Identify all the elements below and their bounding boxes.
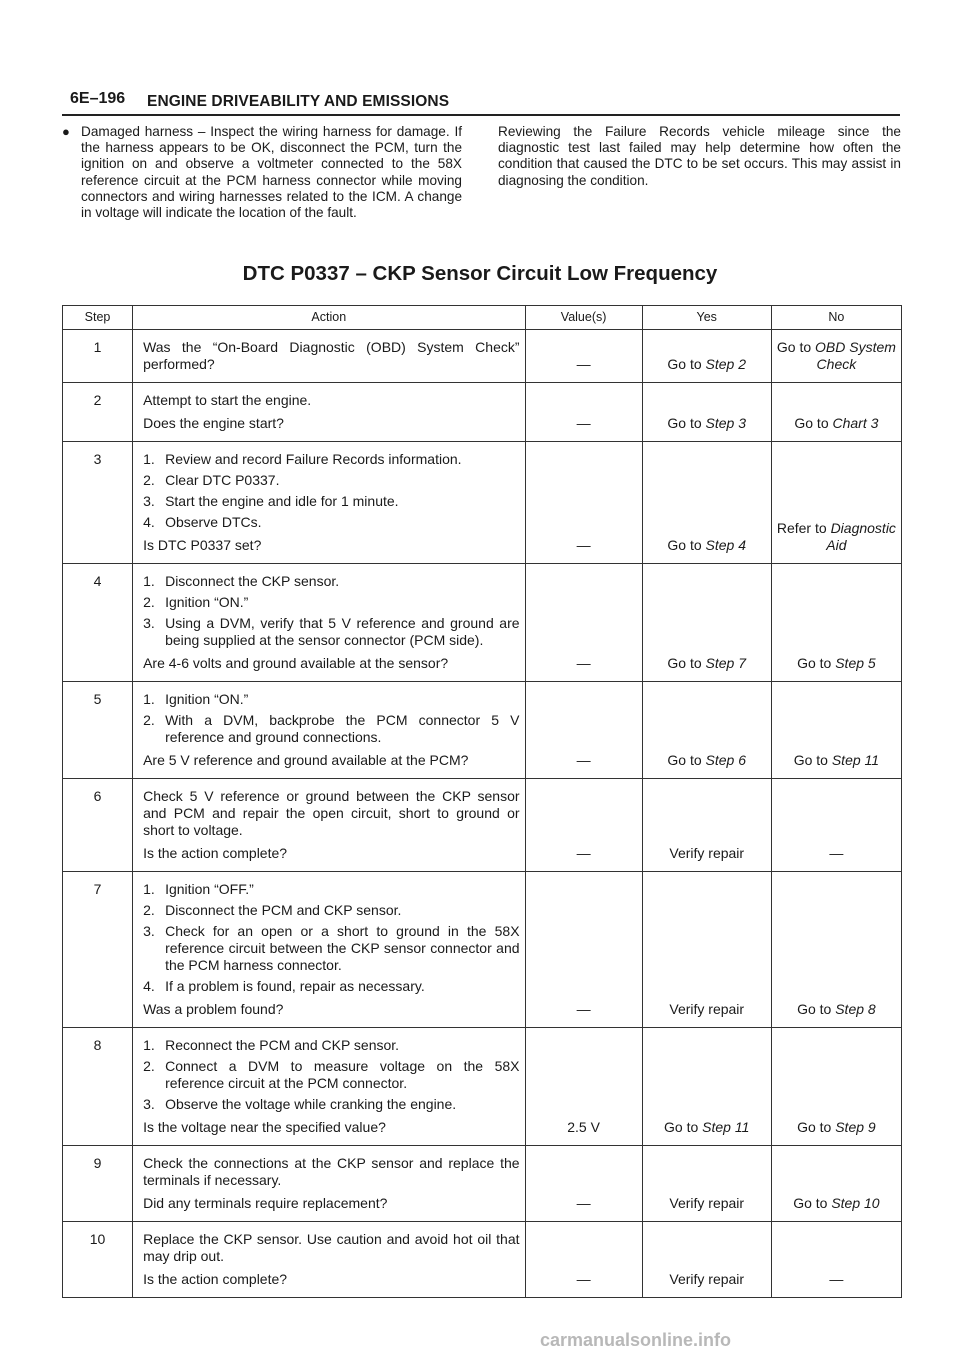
action-step-item: [143, 712, 519, 746]
yes-cell: [642, 872, 771, 1028]
item-text: Disconnect the PCM and CKP sensor.: [165, 902, 402, 918]
item-text: Observe DTCs.: [165, 514, 262, 530]
table-row: [63, 1146, 902, 1222]
action-cell: [133, 564, 525, 682]
yes-text: Go to: [667, 537, 706, 553]
yes-cell: [642, 330, 771, 383]
table-row: [63, 442, 902, 564]
action-question: Are 5 V reference and ground available at the PCM?: [143, 752, 469, 768]
item-number: 3.: [143, 615, 155, 631]
item-number: 1.: [143, 881, 155, 897]
item-number: 1.: [143, 451, 155, 467]
no-reference: Step 10: [831, 1195, 880, 1211]
no-cell: [771, 872, 901, 1028]
bullet-icon: ●: [62, 124, 70, 139]
value-cell: —: [525, 682, 642, 779]
no-text: Go to: [797, 655, 836, 671]
no-text: Go to: [776, 339, 816, 355]
table-row: [63, 330, 902, 383]
yes-text: Verify repair: [669, 1001, 745, 1017]
no-text: Go to: [793, 1195, 832, 1211]
no-text: Refer to: [776, 520, 831, 536]
item-text: Using a DVM, verify that 5 V reference and ground are being supplied at the sensor connector (PCM side).: [165, 615, 520, 648]
item-number: 3.: [143, 1096, 155, 1112]
item-text: Disconnect the CKP sensor.: [165, 573, 340, 589]
no-cell: [771, 442, 901, 564]
action-step-item: [143, 691, 519, 708]
section-title: DTC P0337 – CKP Sensor Circuit Low Frequency: [242, 262, 718, 285]
no-cell: [771, 1146, 901, 1222]
header-no: No: [771, 306, 901, 330]
item-number: 4.: [143, 978, 155, 994]
yes-cell: [642, 1028, 771, 1146]
action-question: Was a problem found?: [143, 1001, 284, 1017]
step-number: 1: [63, 330, 133, 383]
item-text: Ignition “OFF.”: [165, 881, 254, 897]
yes-text: Verify repair: [669, 1271, 745, 1287]
action-question: Does the engine start?: [143, 415, 284, 431]
item-number: 1.: [143, 573, 155, 589]
table-row: [63, 872, 902, 1028]
item-text: Check for an open or a short to ground in the 58X reference circuit between the CKP sensor connector and the PCM harness connector.: [165, 923, 520, 973]
item-text: Observe the voltage while cranking the engine.: [165, 1096, 457, 1112]
no-reference: Step 9: [835, 1119, 876, 1135]
intro-right-text: Reviewing the Failure Records vehicle mileage since the diagnostic test last failed may help determine how often the condition that caused the DTC to be set occurs. This may assist in diagnosing the condition.: [498, 124, 901, 188]
diagnostic-table: [62, 305, 902, 1298]
yes-reference: Step 4: [705, 537, 747, 553]
yes-text: Go to: [667, 655, 706, 671]
action-step-item: [143, 923, 519, 974]
no-reference: Diagnostic Aid: [826, 520, 896, 553]
action-step-item: [143, 573, 519, 590]
action-step-item: [143, 1037, 519, 1054]
action-step-item: [143, 902, 519, 919]
no-cell: [771, 682, 901, 779]
action-step-item: [143, 493, 519, 510]
table-row: [63, 383, 902, 442]
header-step: Step: [63, 306, 133, 330]
action-question: Is the voltage near the specified value?: [143, 1119, 386, 1135]
action-cell: [133, 442, 525, 564]
item-text: If a problem is found, repair as necessary.: [165, 978, 425, 994]
value-cell: —: [525, 779, 642, 872]
action-step-item: [143, 978, 519, 995]
item-text: Clear DTC P0337.: [165, 472, 280, 488]
no-cell: [771, 779, 901, 872]
table-row: [63, 564, 902, 682]
no-cell: [771, 383, 901, 442]
action-step-item: [143, 1096, 519, 1113]
item-text: Review and record Failure Records information.: [165, 451, 462, 467]
action-cell: [133, 330, 525, 383]
table-row: [63, 779, 902, 872]
action-cell: [133, 682, 525, 779]
action-question: Is the action complete?: [143, 1271, 288, 1287]
yes-reference: Step 2: [705, 356, 747, 372]
yes-reference: Step 11: [702, 1119, 750, 1135]
item-text: With a DVM, backprobe the PCM connector 5 V reference and ground connections.: [165, 712, 520, 745]
item-number: 1.: [143, 1037, 155, 1053]
no-text: —: [829, 845, 844, 861]
item-text: Ignition “ON.”: [165, 691, 249, 707]
step-number: 7: [63, 872, 133, 1028]
step-number: 9: [63, 1146, 133, 1222]
value-cell: —: [525, 1146, 642, 1222]
yes-cell: [642, 682, 771, 779]
value-cell: —: [525, 383, 642, 442]
item-text: Connect a DVM to measure voltage on the 58X reference circuit at the PCM connector.: [165, 1058, 520, 1091]
value-cell: —: [525, 564, 642, 682]
no-text: Go to: [797, 1119, 836, 1135]
header-yes: Yes: [642, 306, 771, 330]
action-cell: [133, 779, 525, 872]
header-rule: [62, 114, 900, 116]
action-text: Check 5 V reference or ground between the CKP sensor and PCM and repair the open circuit, short to ground or short to voltage.: [143, 788, 520, 838]
step-number: 5: [63, 682, 133, 779]
step-number: 10: [63, 1222, 133, 1298]
value-cell: 2.5 V: [525, 1028, 642, 1146]
item-number: 3.: [143, 493, 155, 509]
table-row: [63, 1222, 902, 1298]
action-question: Are 4-6 volts and ground available at the sensor?: [143, 655, 449, 671]
step-number: 3: [63, 442, 133, 564]
item-number: 4.: [143, 514, 155, 530]
no-cell: [771, 564, 901, 682]
no-cell: [771, 1028, 901, 1146]
yes-text: Verify repair: [669, 845, 745, 861]
no-reference: Chart 3: [832, 415, 879, 431]
step-number: 8: [63, 1028, 133, 1146]
action-step-item: [143, 1058, 519, 1092]
intro-bullet-paragraph: [62, 124, 462, 221]
item-number: 3.: [143, 923, 155, 939]
yes-cell: [642, 383, 771, 442]
table-row: [63, 1028, 902, 1146]
action-text: Attempt to start the engine.: [143, 392, 312, 408]
value-cell: —: [525, 330, 642, 383]
item-text: Start the engine and idle for 1 minute.: [165, 493, 399, 509]
action-question: Did any terminals require replacement?: [143, 1195, 388, 1211]
yes-text: Go to: [667, 356, 706, 372]
item-number: 1.: [143, 691, 155, 707]
header-action: Action: [133, 306, 525, 330]
no-cell: [771, 330, 901, 383]
action-step-item: [143, 615, 519, 649]
no-reference: Step 5: [835, 655, 876, 671]
action-step-item: [143, 472, 519, 489]
item-number: 2.: [143, 594, 155, 610]
action-cell: [133, 1146, 525, 1222]
item-text: Ignition “ON.”: [165, 594, 249, 610]
action-cell: [133, 1028, 525, 1146]
yes-cell: [642, 1146, 771, 1222]
step-number: 4: [63, 564, 133, 682]
intro-left-text: Damaged harness – Inspect the wiring harness for damage. If the harness appears to be OK, disconnect the PCM, turn the ignition on and observe a voltmeter connected to the 58X reference circuit at the PCM harness connector while moving connectors and wiring harnesses related to the ICM. A change in voltage will indicate the location of the fault.: [81, 124, 462, 221]
action-step-item: [143, 594, 519, 611]
yes-text: Go to: [667, 752, 706, 768]
action-question: Was the “On-Board Diagnostic (OBD) System Check” performed?: [143, 339, 520, 372]
action-step-item: [143, 881, 519, 898]
value-cell: —: [525, 442, 642, 564]
item-number: 2.: [143, 902, 155, 918]
yes-text: Verify repair: [669, 1195, 745, 1211]
step-number: 2: [63, 383, 133, 442]
item-number: 2.: [143, 1058, 155, 1074]
no-text: Go to: [794, 415, 833, 431]
item-number: 2.: [143, 472, 155, 488]
table-row: [63, 682, 902, 779]
item-text: Reconnect the PCM and CKP sensor.: [165, 1037, 400, 1053]
action-cell: [133, 1222, 525, 1298]
yes-reference: Step 7: [705, 655, 747, 671]
running-header: ENGINE DRIVEABILITY AND EMISSIONS: [147, 93, 450, 110]
step-number: 6: [63, 779, 133, 872]
no-reference: OBD System Check: [815, 339, 896, 372]
action-question: Is the action complete?: [143, 845, 288, 861]
yes-text: Go to: [664, 1119, 703, 1135]
table-header-row: [63, 306, 902, 330]
value-cell: —: [525, 872, 642, 1028]
action-text: Replace the CKP sensor. Use caution and avoid hot oil that may drip out.: [143, 1231, 520, 1264]
yes-cell: [642, 442, 771, 564]
yes-cell: [642, 1222, 771, 1298]
no-reference: Step 11: [831, 752, 880, 768]
yes-text: Go to: [667, 415, 706, 431]
yes-reference: Step 3: [705, 415, 747, 431]
no-text: —: [829, 1271, 844, 1287]
value-cell: —: [525, 1222, 642, 1298]
no-reference: Step 8: [835, 1001, 876, 1017]
action-question: Is DTC P0337 set?: [143, 537, 262, 553]
action-cell: [133, 383, 525, 442]
yes-reference: Step 6: [705, 752, 747, 768]
watermark: carmanualsonline.info: [540, 1330, 732, 1350]
header-values: Value(s): [525, 306, 642, 330]
no-text: Go to: [793, 752, 832, 768]
action-text: Check the connections at the CKP sensor and replace the terminals if necessary.: [143, 1155, 520, 1188]
item-number: 2.: [143, 712, 155, 728]
no-text: Go to: [797, 1001, 836, 1017]
action-step-item: [143, 514, 519, 531]
no-cell: [771, 1222, 901, 1298]
action-cell: [133, 872, 525, 1028]
action-step-item: [143, 451, 519, 468]
page-number: 6E–196: [70, 90, 126, 107]
yes-cell: [642, 564, 771, 682]
yes-cell: [642, 779, 771, 872]
